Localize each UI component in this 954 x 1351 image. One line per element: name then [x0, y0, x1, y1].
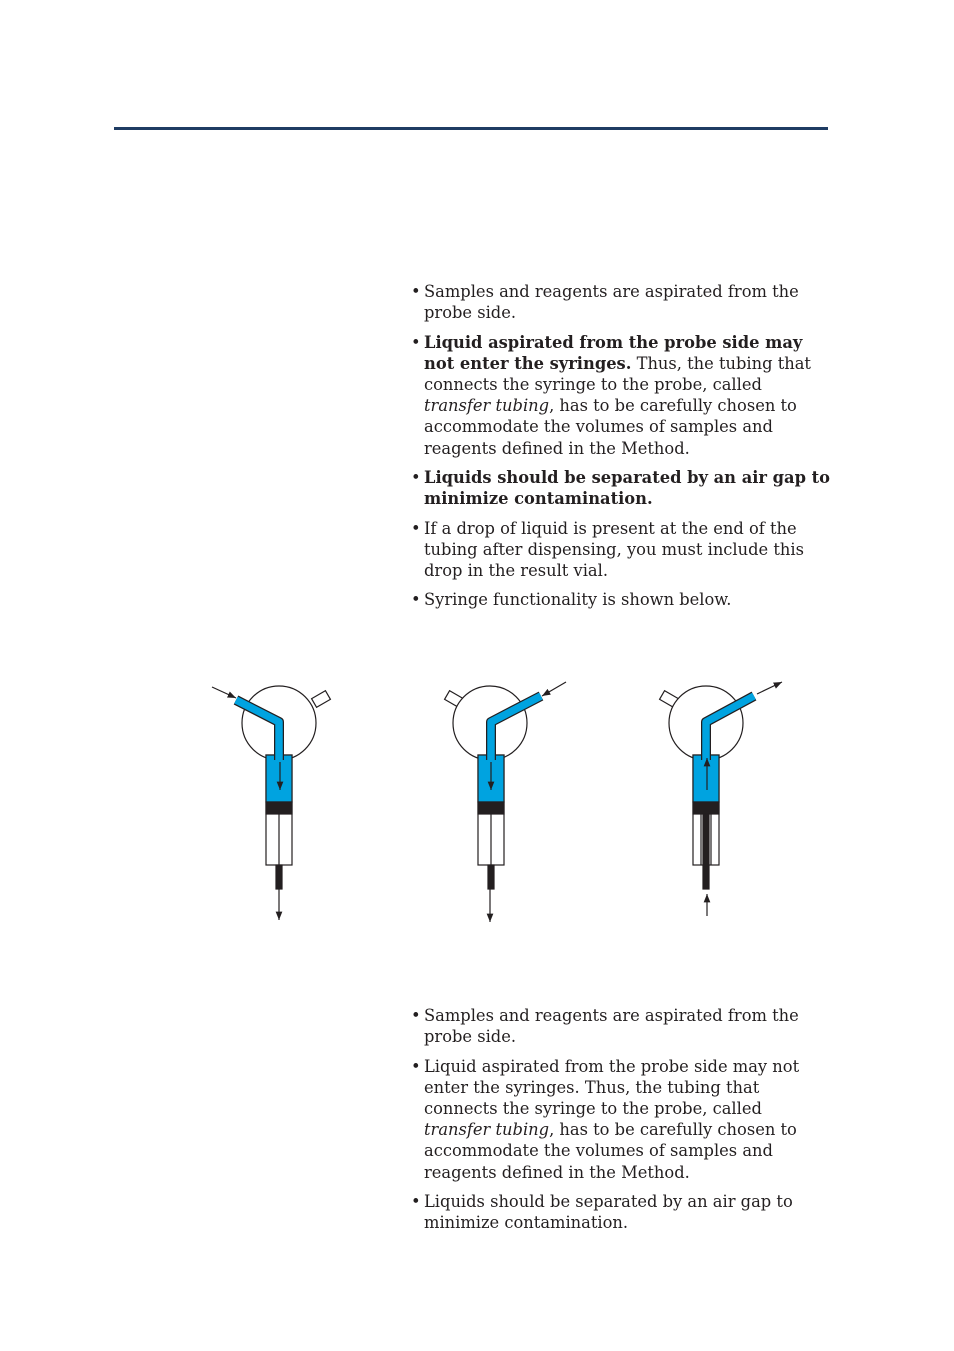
list-item: • Liquid aspirated from the probe side may not enter the syringes. Thus, the tubing that connects the syringe to the probe, called transfer tubing, has to be carefully chosen to accommodate the volumes of samples and reagents defined in the Method.: [411, 332, 831, 459]
list-item: • Syringe functionality is shown below.: [411, 589, 831, 610]
syringe-aspirate-right-port: [445, 682, 566, 922]
syringe-plunger: [478, 802, 504, 814]
emphasis-text: Liquids should be separated by an air gap to minimize contamination.: [424, 468, 831, 509]
emphasis-text: Liquid aspirated from the probe side may not enter the syringes.: [424, 332, 803, 373]
syringe-functionality-diagram: [0, 670, 954, 930]
plunger-rod: [488, 865, 494, 889]
syringe-notes-list-repeat: [411, 1005, 831, 1242]
list-item: • Liquid aspirated from the probe side may not enter the syringes. Thus, the tubing that connects the syringe to the probe, called transfer tubing, has to be carefully chosen to accommodate the volumes of samples and reagents defined in the Method.: [411, 1056, 831, 1183]
plunger-rod: [703, 814, 709, 889]
syringe-notes-list: [411, 281, 831, 619]
plunger-rod: [276, 865, 282, 889]
header-rule: [114, 127, 828, 130]
term-transfer-tubing: transfer tubing: [424, 396, 550, 416]
list-item: [411, 467, 831, 509]
flow-in-arrow: [542, 682, 566, 696]
list-item: • If a drop of liquid is present at the end of the tubing after dispensing, you must include this drop in the result vial.: [411, 518, 831, 582]
list-item: • Liquids should be separated by an air gap to minimize contamination.: [411, 1191, 831, 1233]
flow-out-arrow: [757, 682, 782, 694]
valve-side-port: [312, 691, 331, 708]
syringe-liquid: [693, 755, 719, 802]
list-item: • Samples and reagents are aspirated from the probe side.: [411, 281, 831, 323]
syringe-dispense-right-port: [660, 682, 782, 916]
syringe-aspirate-left-port: [212, 686, 330, 920]
syringe-liquid: [266, 755, 292, 802]
syringe-plunger: [693, 802, 719, 814]
list-item: • Samples and reagents are aspirated from the probe side.: [411, 1005, 831, 1047]
syringe-plunger: [266, 802, 292, 814]
flow-in-arrow: [212, 687, 236, 698]
term-transfer-tubing: transfer tubing: [424, 1120, 550, 1140]
